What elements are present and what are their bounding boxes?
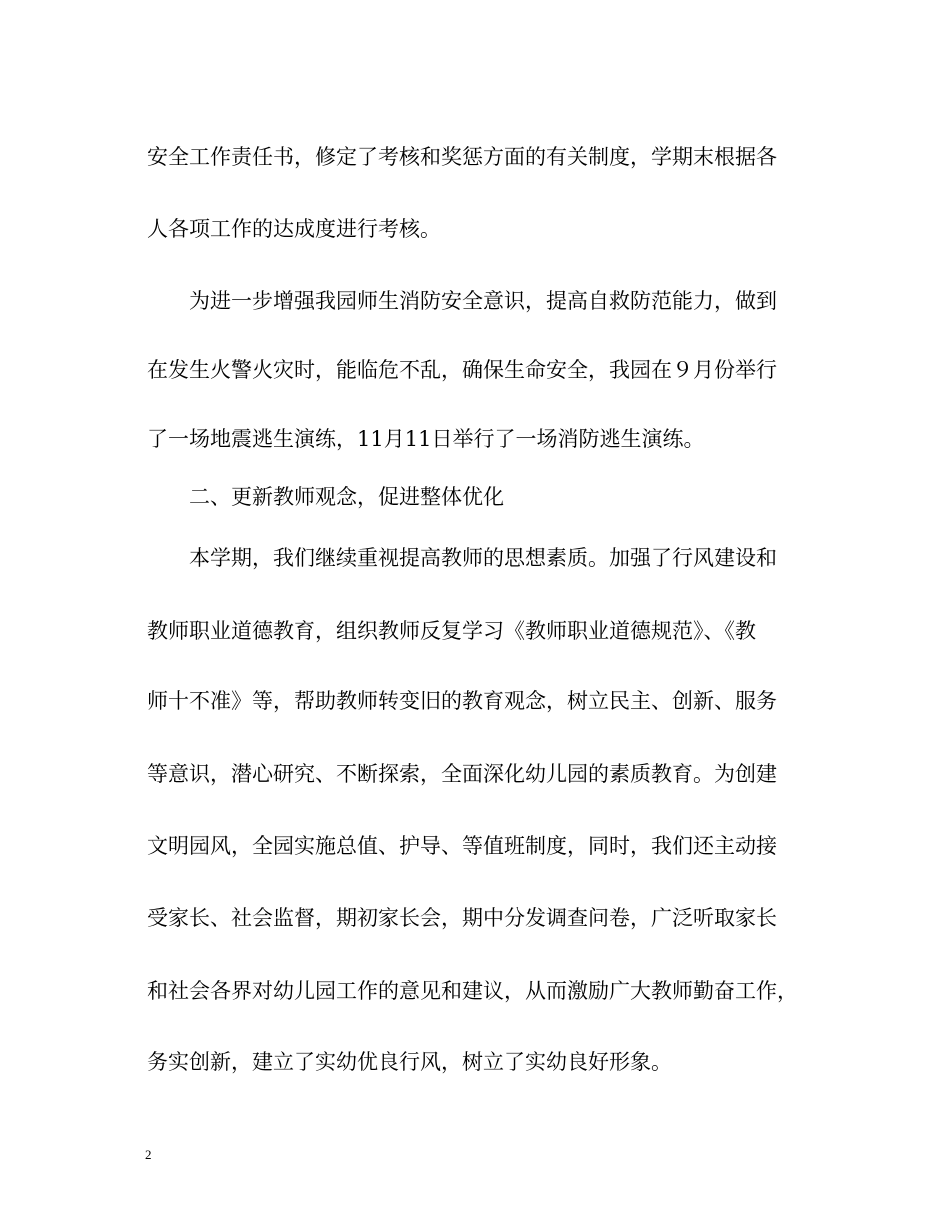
text-line: 和社会各界对幼儿园工作的意见和建议，从而激励广大教师勤奋工作， <box>147 979 798 1003</box>
section-heading: 二、更新教师观念，促进整体优化 <box>189 485 504 509</box>
text-line: 等意识，潜心研究、不断探索，全面深化幼儿园的素质教育。为创建 <box>147 762 777 786</box>
paragraph-first-line: 为进一步增强我园师生消防安全意识，提高自救防范能力，做到 <box>189 289 777 313</box>
text-line: 安全工作责任书，修定了考核和奖惩方面的有关制度，学期末根据各 <box>147 145 777 169</box>
page-number: 2 <box>145 1147 152 1162</box>
text-line: 文明园风，全园实施总值、护导、等值班制度，同时，我们还主动接 <box>147 834 777 858</box>
text-line: 教师职业道德教育，组织教师反复学习《教师职业道德规范》、《教 <box>147 619 756 643</box>
paragraph-first-line: 本学期，我们继续重视提高教师的思想素质。加强了行风建设和 <box>189 546 777 570</box>
text-line: 师十不准》等，帮助教师转变旧的教育观念，树立民主、创新、服务 <box>147 689 777 713</box>
text-line: 务实创新，建立了实幼优良行风，树立了实幼良好形象。 <box>147 1050 672 1074</box>
text-line: 在发生火警火灾时，能临危不乱，确保生命安全，我园在９月份举行 <box>147 358 777 382</box>
text-line: 人各项工作的达成度进行考核。 <box>147 217 441 241</box>
text-line: 了一场地震逃生演练，11月11日举行了一场消防逃生演练。 <box>147 427 705 451</box>
text-line: 受家长、社会监督，期初家长会，期中分发调查问卷，广泛听取家长 <box>147 906 777 930</box>
